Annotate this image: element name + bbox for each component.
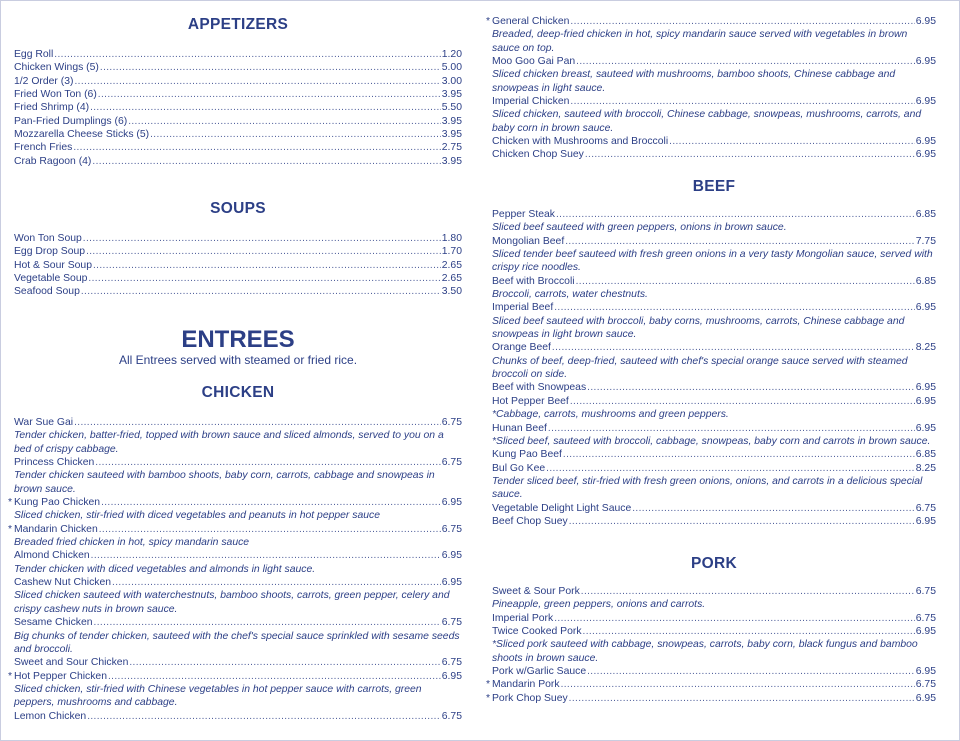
- dot-leader: [570, 95, 914, 108]
- menu-item-row: [14, 75, 462, 88]
- menu-item-price: 6.95: [915, 395, 936, 407]
- menu-item-price: 6.95: [441, 577, 462, 589]
- menu-item-row: [492, 275, 936, 288]
- menu-item-name: Pepper Steak: [492, 209, 555, 220]
- menu-item-price: 6.95: [915, 422, 936, 434]
- menu-item-price: 6.95: [915, 56, 936, 68]
- menu-item-name: 1/2 Order (3): [14, 75, 74, 87]
- menu-item-price: 8.25: [915, 342, 936, 354]
- menu-item-row: [14, 549, 462, 562]
- dot-leader: [576, 275, 915, 288]
- menu-item-price: 6.95: [915, 302, 936, 314]
- menu-item-price: 1.20: [441, 49, 462, 60]
- menu-item-row: [14, 232, 462, 245]
- beef-list: [492, 208, 936, 528]
- dot-leader: [129, 656, 440, 669]
- menu-item-description: Tender sliced beef, stir-fried with fresh green onions, onions, and carrots in a delicious special sauce.: [492, 475, 923, 501]
- dot-leader: [81, 285, 441, 298]
- menu-item-price: 6.75: [441, 523, 462, 535]
- menu-item-description: Sliced beef sauteed with broccoli, baby corns, mushrooms, carrots, Chinese cabbage and snowpeas in light brown sauce.: [492, 315, 905, 341]
- dot-leader: [581, 585, 915, 598]
- menu-item-name: Mandarin Chicken: [14, 523, 98, 535]
- menu-item-description: *Cabbage, carrots, mushrooms and green peppers.: [492, 409, 729, 421]
- menu-item-name: Seafood Soup: [14, 286, 80, 298]
- menu-item-name: Sweet & Sour Pork: [492, 586, 580, 597]
- dot-leader: [583, 625, 915, 638]
- menu-item-price: 6.75: [441, 617, 462, 629]
- menu-item-name: Won Ton Soup: [14, 233, 82, 244]
- menu-item-name: Beef with Snowpeas: [492, 382, 587, 394]
- menu-item-price: 5.50: [441, 102, 462, 114]
- menu-item-price: 6.95: [915, 666, 936, 678]
- menu-item-description: Tender chicken with diced vegetables and almonds in light sauce.: [14, 563, 316, 575]
- menu-item-row: [492, 341, 936, 354]
- menu-item-price: 6.75: [915, 586, 936, 597]
- dot-leader: [150, 128, 441, 141]
- menu-item-price: 3.95: [441, 115, 462, 127]
- menu-item-price: 3.95: [441, 155, 462, 167]
- menu-item-name: Orange Beef: [492, 342, 551, 354]
- menu-item-description: Big chunks of tender chicken, sauteed with the chef's special sauce sprinkled with sesame seeds and broccoli.: [14, 630, 460, 655]
- menu-item-price: 6.95: [441, 497, 462, 509]
- menu-item-row: [492, 95, 936, 108]
- dot-leader: [112, 576, 441, 589]
- dot-leader: [86, 245, 441, 258]
- menu-item-name: Vegetable Delight Light Sauce: [492, 502, 632, 514]
- menu-item-price: 6.95: [915, 692, 936, 704]
- menu-item-row: [14, 710, 462, 723]
- dot-leader: [563, 448, 915, 461]
- menu-item-name: Imperial Beef: [492, 302, 554, 314]
- menu-item-row: [492, 148, 936, 161]
- dot-leader: [585, 148, 915, 161]
- menu-item-row: [492, 135, 936, 148]
- menu-item-name: Hot Pepper Beef: [492, 395, 569, 407]
- menu-item-price: 7.75: [915, 235, 936, 247]
- dot-leader: [556, 208, 915, 221]
- menu-item-row: [492, 502, 936, 515]
- menu-item-name: Mandarin Pork: [492, 679, 560, 691]
- menu-item-row: [14, 456, 462, 469]
- menu-item-name: General Chicken: [492, 16, 570, 27]
- dot-leader: [94, 616, 441, 629]
- dot-leader: [128, 115, 441, 128]
- menu-item-name: Vegetable Soup: [14, 273, 88, 285]
- menu-item-name: Beef Chop Suey: [492, 515, 568, 527]
- menu-item-price: 3.95: [441, 129, 462, 141]
- menu-item-row: [14, 576, 462, 589]
- menu-item-price: 6.75: [915, 612, 936, 624]
- menu-item-price: 6.95: [915, 149, 936, 161]
- dot-leader: [83, 232, 441, 245]
- menu-item-description: Sliced chicken, sauteed with broccoli, Chinese cabbage, snowpeas, mushrooms, carrots, and baby corn in brown sauce.: [492, 109, 922, 134]
- menu-item-name: Twice Cooked Pork: [492, 626, 582, 638]
- menu-item-name: Egg Drop Soup: [14, 246, 86, 258]
- soups-list: [14, 232, 462, 299]
- dot-leader: [87, 710, 441, 723]
- menu-item-row: [14, 245, 462, 258]
- menu-item-description: Sliced chicken, stir-fried with diced vegetables and peanuts in hot pepper sauce: [14, 510, 381, 522]
- menu-item-price: 6.95: [441, 550, 462, 562]
- menu-item-name: Imperial Chicken: [492, 96, 570, 108]
- menu-item-name: Pork w/Garlic Sauce: [492, 666, 587, 678]
- menu-item-description: Breaded, deep-fried chicken in hot, spicy mandarin sauce served with vegetables in brown sauce on top.: [492, 29, 908, 54]
- dot-leader: [74, 416, 441, 429]
- menu-item-name: Hunan Beef: [492, 422, 547, 434]
- dot-leader: [92, 155, 440, 168]
- menu-item-row: [14, 128, 462, 141]
- menu-item-name: Mongolian Beef: [492, 235, 565, 247]
- menu-item-name: Bul Go Kee: [492, 462, 546, 474]
- menu-item-row: [492, 515, 936, 528]
- menu-item-price: 6.95: [915, 382, 936, 394]
- menu-item-price: 6.95: [915, 96, 936, 108]
- menu-item-row: [14, 616, 462, 629]
- menu-item-description: Sliced tender beef sauteed with fresh green onions in a very tasty Mongolian sauce, served with crispy rice noodles.: [492, 249, 933, 274]
- menu-item-row: [14, 48, 462, 61]
- menu-item-description: Pineapple, green peppers, onions and carrots.: [492, 599, 706, 611]
- menu-item-price: 1.80: [441, 233, 462, 244]
- menu-item-price: 6.75: [441, 417, 462, 428]
- menu-item-price: 6.95: [915, 16, 936, 27]
- menu-item-price: 3.00: [441, 75, 462, 87]
- chicken-heading: CHICKEN: [201, 384, 275, 401]
- menu-item-row: [14, 259, 462, 272]
- dot-leader: [98, 88, 441, 101]
- menu-item-row: * Kung Pao Chicken ..... 6.95: [14, 496, 462, 509]
- menu-item-description: Sliced beef sauteed with green peppers, onions in brown sauce.: [492, 222, 787, 234]
- dot-leader: [73, 141, 440, 154]
- menu-item-row: [492, 612, 936, 625]
- menu-item-row: [14, 115, 462, 128]
- dot-leader: [546, 462, 915, 475]
- menu-item-name: Hot Pepper Chicken: [14, 670, 107, 682]
- menu-item-description: Chunks of beef, deep-fried, sauteed with chef's special orange sauce served with steamed broccoli on side.: [492, 355, 908, 381]
- dot-leader: [669, 135, 915, 148]
- menu-item-row: * Pork Chop Suey ..... 6.95: [492, 692, 936, 705]
- pork-list: [486, 585, 936, 705]
- dot-leader: [95, 456, 440, 469]
- menu-item-name: Lemon Chicken: [14, 710, 87, 722]
- menu-item-row: [14, 101, 462, 114]
- entrees-heading: ENTREES: [181, 326, 295, 353]
- dot-leader: [587, 665, 915, 678]
- entrees-rice-note: All Entrees served with steamed or fried rice.: [118, 353, 358, 367]
- menu-item-row: * Hot Pepper Chicken ..... 6.95: [14, 670, 462, 683]
- menu-item-row: [14, 141, 462, 154]
- menu-item-name: Egg Roll: [14, 49, 54, 60]
- menu-item-price: 6.85: [915, 209, 936, 220]
- dot-leader: [91, 549, 441, 562]
- menu-item-price: 6.95: [915, 515, 936, 527]
- menu-item-row: [14, 88, 462, 101]
- menu-item-price: 5.00: [441, 62, 462, 74]
- dot-leader: [99, 523, 441, 536]
- dot-leader: [570, 15, 914, 28]
- menu-item-name: Princess Chicken: [14, 457, 95, 469]
- menu-item-description: Breaded fried chicken in hot, spicy mandarin sauce: [14, 537, 250, 549]
- menu-item-price: 2.65: [441, 259, 462, 271]
- menu-item-name: Fried Shrimp (4): [14, 102, 90, 114]
- menu-item-name: Sesame Chicken: [14, 617, 93, 629]
- menu-item-row: [492, 422, 936, 435]
- dot-leader: [90, 101, 441, 114]
- menu-item-name: Cashew Nut Chicken: [14, 577, 112, 589]
- menu-item-name: Chicken Chop Suey: [492, 149, 584, 161]
- menu-item-description: Tender chicken sauteed with bamboo shoots, baby corn, carrots, cabbage and snowpeas in brown sauce.: [14, 470, 435, 495]
- menu-item-price: 6.85: [915, 275, 936, 287]
- menu-item-row: [492, 462, 936, 475]
- menu-item-price: 6.75: [915, 502, 936, 514]
- soups-heading: SOUPS: [210, 200, 266, 217]
- menu-item-row: [492, 381, 936, 394]
- dot-leader: [587, 381, 915, 394]
- menu-item-name: French Fries: [14, 142, 73, 154]
- menu-item-price: 6.95: [441, 670, 462, 682]
- menu-item-name: Kung Pao Chicken: [14, 497, 101, 509]
- menu-item-price: 6.95: [915, 136, 936, 148]
- pork-heading: PORK: [691, 555, 737, 572]
- menu-item-price: 3.50: [441, 286, 462, 298]
- dot-leader: [88, 272, 440, 285]
- appetizers-list: [14, 48, 462, 168]
- dot-leader: [101, 496, 441, 509]
- dot-leader: [561, 678, 915, 691]
- dot-leader: [565, 235, 915, 248]
- dot-leader: [632, 502, 915, 515]
- menu-item-name: Chicken with Mushrooms and Broccoli: [492, 136, 669, 148]
- menu-item-row: [492, 448, 936, 461]
- menu-item-name: Chicken Wings (5): [14, 62, 99, 74]
- menu-item-name: Fried Won Ton (6): [14, 89, 97, 101]
- chicken-list: [8, 416, 462, 723]
- dot-leader: [569, 515, 915, 528]
- menu-item-row: [14, 61, 462, 74]
- appetizers-heading: APPETIZERS: [187, 16, 289, 33]
- dot-leader: [570, 395, 915, 408]
- menu-item-row: [492, 208, 936, 221]
- menu-item-description: *Sliced beef, sauteed with broccoli, cabbage, snowpeas, baby corn and carrots in brown sauce.: [492, 435, 931, 447]
- dot-leader: [108, 670, 441, 683]
- menu-item-row: [492, 301, 936, 314]
- dot-leader: [54, 48, 440, 61]
- menu-item-name: Pan-Fried Dumplings (6): [14, 115, 128, 127]
- menu-item-row: [492, 625, 936, 638]
- beef-heading: BEEF: [692, 178, 736, 195]
- dot-leader: [74, 75, 440, 88]
- menu-item-price: 1.70: [441, 246, 462, 258]
- menu-item-row: [14, 656, 462, 669]
- menu-item-description: Sliced chicken, stir-fried with Chinese vegetables in hot pepper sauce with carrots, green peppers, mushrooms and cabbage.: [14, 683, 422, 709]
- menu-item-row: [14, 416, 462, 429]
- dot-leader: [576, 55, 915, 68]
- menu-item-price: 6.95: [915, 626, 936, 638]
- menu-item-name: Moo Goo Gai Pan: [492, 56, 576, 68]
- menu-item-row: * General Chicken ..... 6.95: [492, 15, 936, 28]
- menu-item-name: Kung Pao Beef: [492, 449, 562, 461]
- dot-leader: [100, 61, 441, 74]
- chicken-list-continued: [486, 15, 936, 162]
- menu-item-name: Imperial Pork: [492, 612, 554, 624]
- menu-item-name: Almond Chicken: [14, 550, 90, 562]
- menu-item-price: 6.75: [915, 679, 936, 691]
- menu-item-price: 6.75: [441, 657, 462, 669]
- menu-item-row: [14, 155, 462, 168]
- menu-item-description: *Sliced pork sauteed with cabbage, snowpeas, carrots, baby corn, black fungus and bamboo shoots in brown sauce.: [492, 639, 918, 664]
- menu-item-price: 6.75: [441, 710, 462, 722]
- menu-item-row: * Mandarin Chicken ..... 6.75: [14, 523, 462, 536]
- menu-item-name: Crab Ragoon (4): [14, 155, 92, 167]
- menu-item-name: Pork Chop Suey: [492, 692, 568, 704]
- menu-item-row: [14, 272, 462, 285]
- menu-item-description: Broccoli, carrots, water chestnuts.: [492, 289, 648, 301]
- menu-item-description: Sliced chicken sauteed with waterchestnuts, bamboo shoots, carrots, green pepper, celery and crispy cashew nuts in brown sauce.: [14, 590, 450, 615]
- menu-item-name: Beef with Broccoli: [492, 275, 575, 287]
- menu-item-row: [14, 285, 462, 298]
- menu-item-price: 2.75: [441, 142, 462, 154]
- dot-leader: [554, 301, 915, 314]
- menu-item-price: 6.75: [441, 457, 462, 469]
- menu-item-price: 6.85: [915, 449, 936, 461]
- menu-item-row: [492, 55, 936, 68]
- dot-leader: [93, 259, 441, 272]
- dot-leader: [548, 422, 915, 435]
- menu-item-row: [492, 235, 936, 248]
- menu-item-name: Sweet and Sour Chicken: [14, 657, 129, 669]
- menu-item-name: Hot & Sour Soup: [14, 259, 92, 271]
- menu-item-row: [492, 395, 936, 408]
- menu-item-row: [492, 665, 936, 678]
- dot-leader: [569, 692, 915, 705]
- dot-leader: [554, 612, 915, 625]
- menu-item-row: [492, 585, 936, 598]
- menu-item-description: Tender chicken, batter-fried, topped with brown sauce and sliced almonds, served to you on a bed of crispy cabbage.: [14, 430, 444, 455]
- menu-item-row: * Mandarin Pork ..... 6.75: [492, 678, 936, 691]
- menu-item-name: Mozzarella Cheese Sticks (5): [14, 129, 150, 141]
- menu-item-name: War Sue Gai: [14, 417, 74, 428]
- menu-item-description: Sliced chicken breast, sauteed with mushrooms, bamboo shoots, Chinese cabbage and snowpeas in light sauce.: [492, 69, 896, 94]
- menu-item-price: 8.25: [915, 462, 936, 474]
- menu-item-price: 2.65: [441, 273, 462, 285]
- dot-leader: [552, 341, 915, 354]
- menu-item-price: 3.95: [441, 89, 462, 101]
